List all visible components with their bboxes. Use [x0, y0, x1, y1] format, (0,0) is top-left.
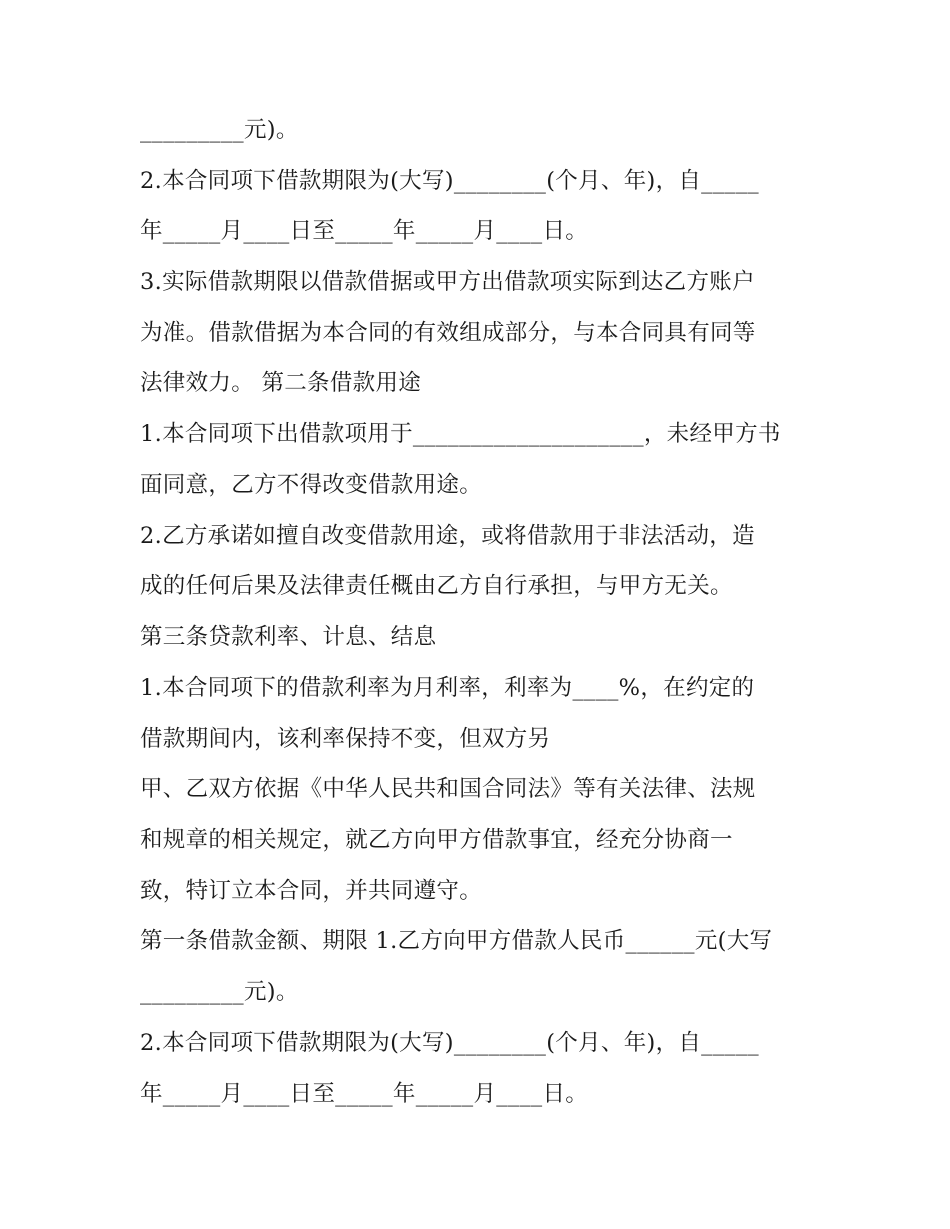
text-line: 面同意，乙方不得改变借款用途。	[140, 472, 483, 498]
text-line: _________元)。	[140, 117, 299, 143]
text-line: 成的任何后果及法律责任概由乙方自行承担，与甲方无关。	[140, 573, 733, 599]
text-line: 1.本合同项下的借款利率为月利率，利率为____%，在约定的	[140, 675, 755, 701]
text-line: 借款期间内，该利率保持不变，但双方另	[140, 726, 551, 752]
text-line: 2.本合同项下借款期限为(大写)________(个月、年)，自_____	[140, 168, 759, 194]
section-heading-line: 第一条借款金额、期限 1.乙方向甲方借款人民币______元(大写	[140, 928, 773, 954]
text-line: 1.本合同项下出借款项用于____________________，未经甲方书	[140, 421, 781, 447]
text-line: 3.实际借款期限以借款借据或甲方出借款项实际到达乙方账户	[140, 269, 755, 295]
text-line: 2.本合同项下借款期限为(大写)________(个月、年)，自_____	[140, 1030, 759, 1056]
text-line: 甲、乙双方依据《中华人民共和国合同法》等有关法律、法规	[140, 776, 756, 802]
text-line: 年_____月____日至_____年_____月____日。	[140, 1081, 589, 1107]
text-line: _________元)。	[140, 979, 299, 1005]
text-line: 和规章的相关规定，就乙方向甲方借款事宜，经充分协商一	[140, 827, 733, 853]
text-line: 为准。借款借据为本合同的有效组成部分，与本合同具有同等	[140, 320, 756, 346]
section-heading-line: 法律效力。 第二条借款用途	[140, 370, 422, 396]
section-heading: 第三条贷款利率、计息、结息	[140, 624, 437, 650]
text-line: 年_____月____日至_____年_____月____日。	[140, 218, 589, 244]
text-line: 致，特订立本合同，并共同遵守。	[140, 878, 483, 904]
text-line: 2.乙方承诺如擅自改变借款用途，或将借款用于非法活动，造	[140, 523, 755, 549]
